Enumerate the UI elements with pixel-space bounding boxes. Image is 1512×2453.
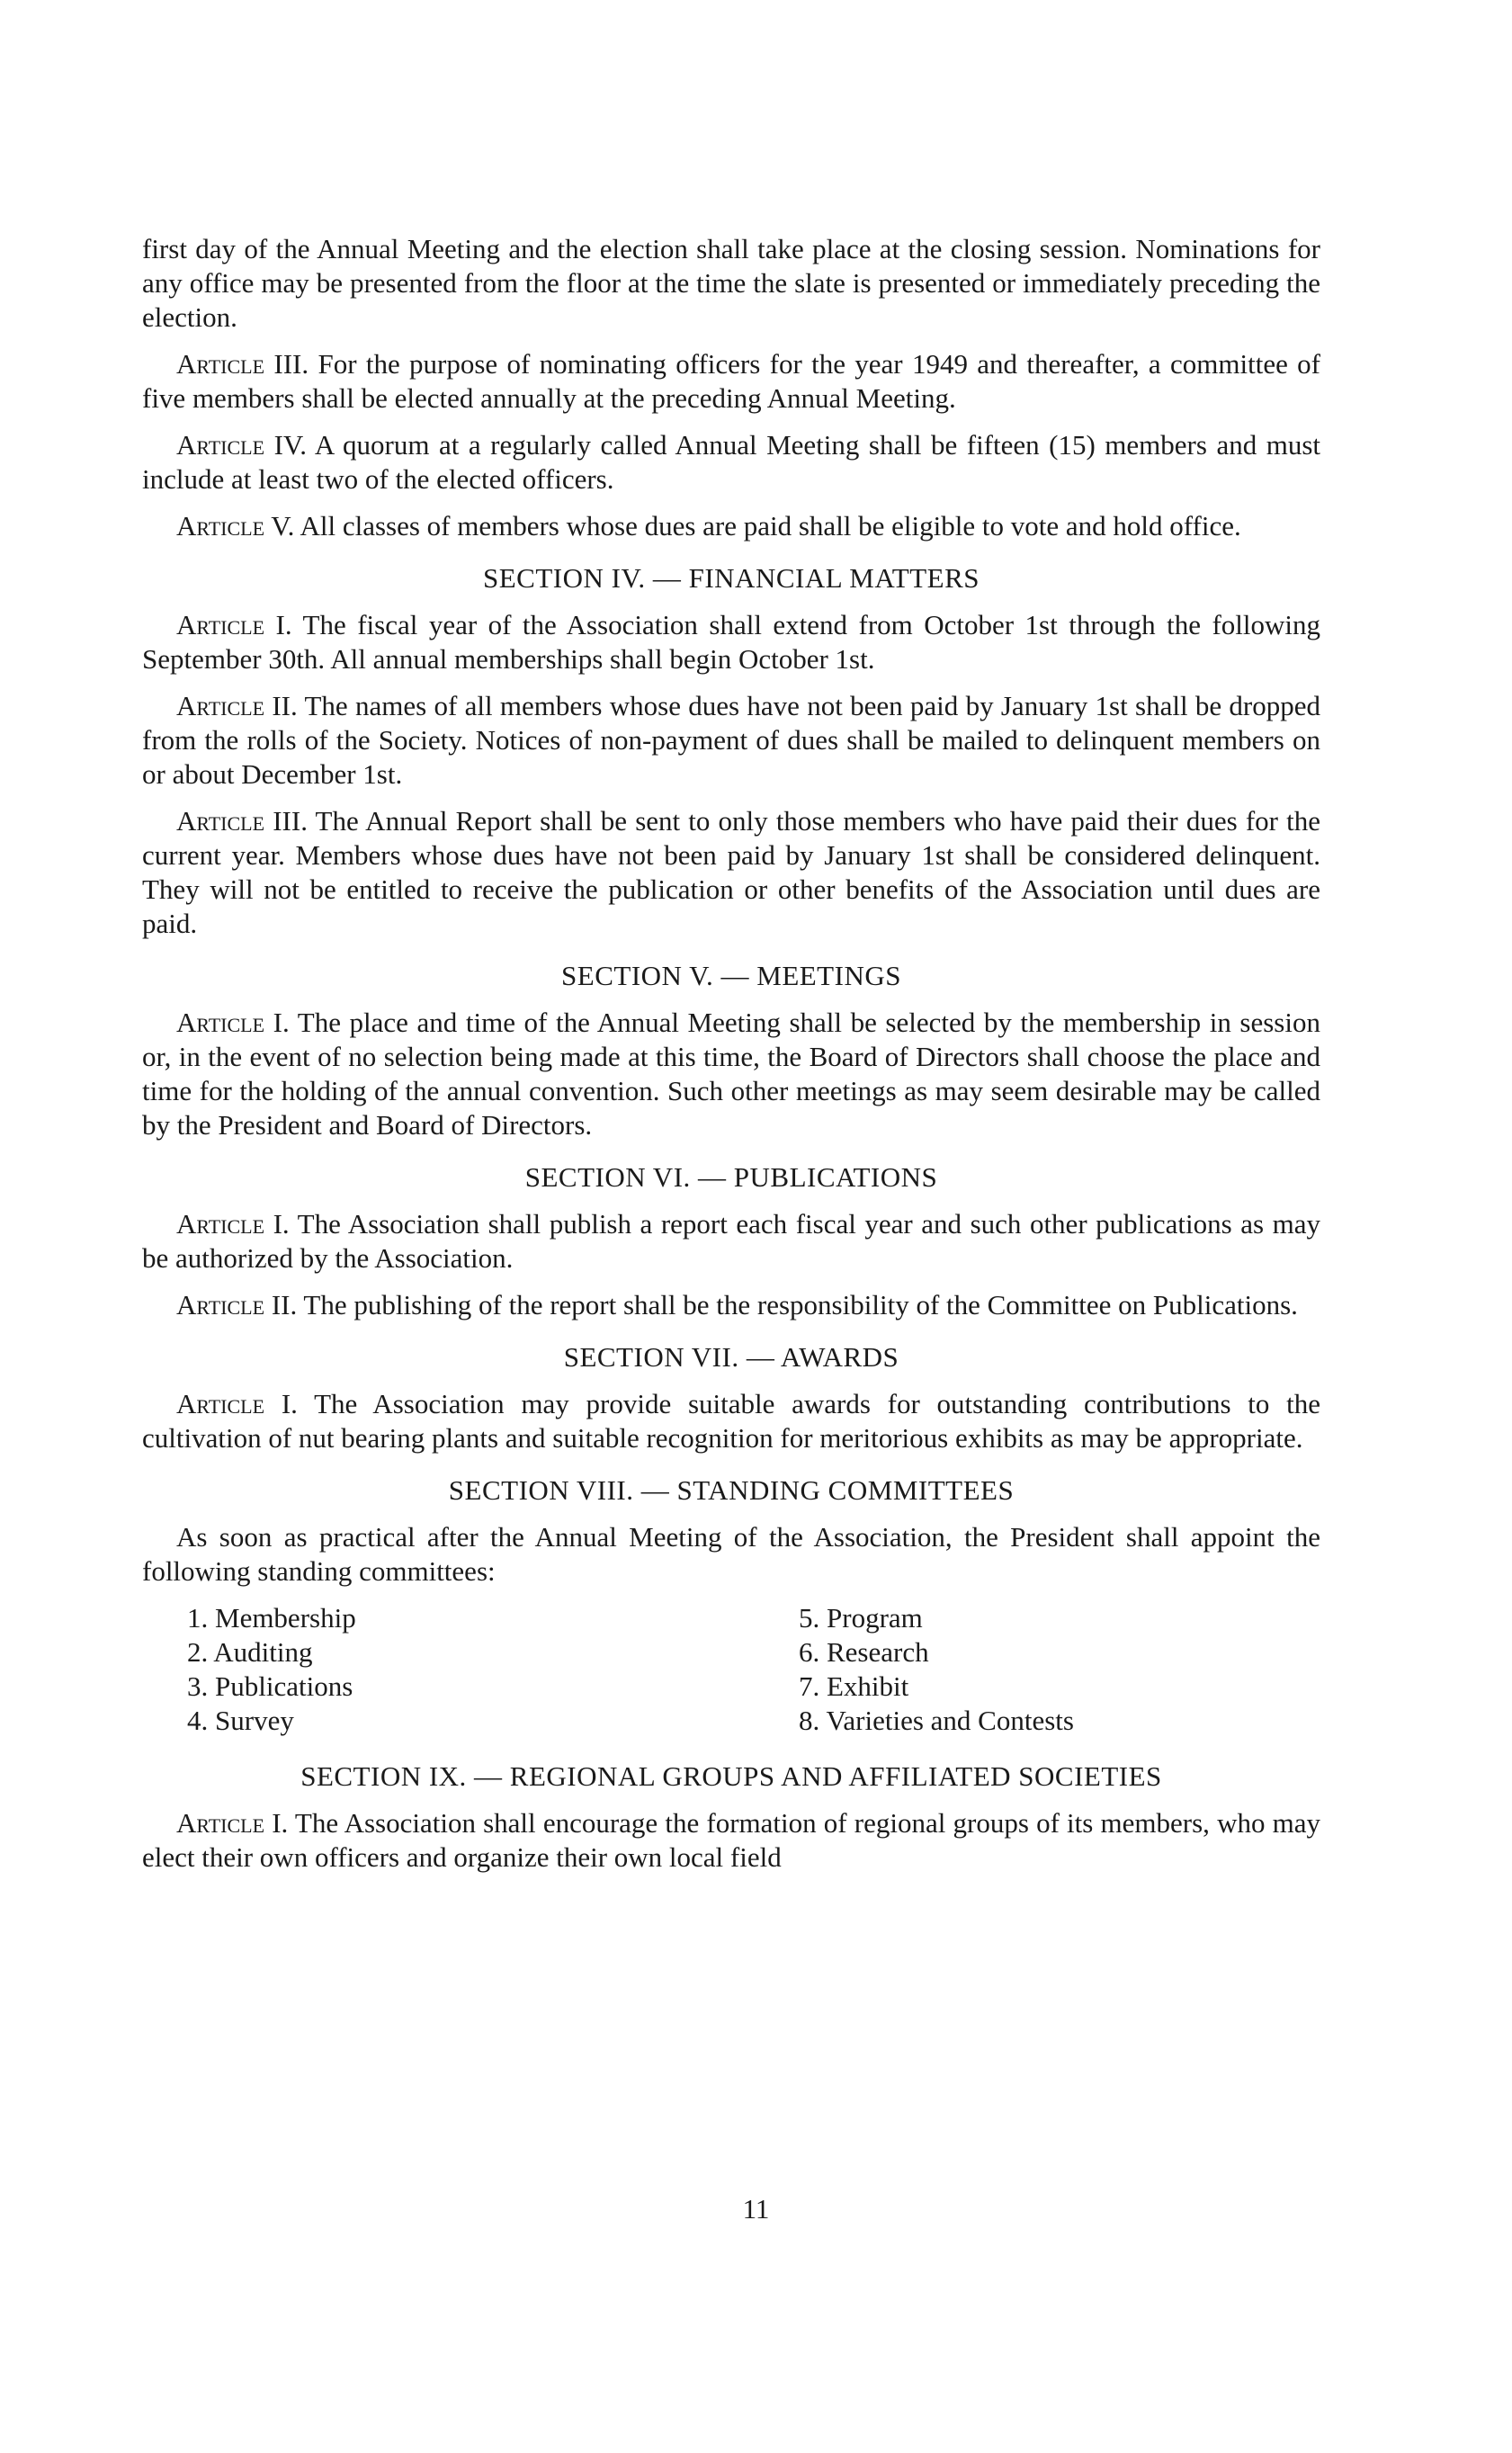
article-label: Article	[176, 1007, 265, 1038]
section9-article1	[142, 1806, 1320, 1875]
article-number: V.	[271, 510, 295, 542]
article-label: Article	[176, 510, 265, 542]
article-number: II.	[272, 690, 298, 721]
article-label: Article	[176, 348, 265, 380]
section6-article1	[142, 1207, 1320, 1276]
article-number: III.	[273, 348, 309, 380]
section4-article2	[142, 689, 1320, 792]
article-text: The Annual Report shall be sent to only those members who have paid their dues for the current year. Members whose dues have not been paid by January 1st shall be considered delinquent. They will not be entitled to receive the publication or other benefits of the Association until dues are paid.	[142, 805, 1320, 939]
page-number: 11	[742, 2193, 770, 2225]
article-label: Article	[176, 429, 265, 461]
article-label: Article	[176, 609, 265, 640]
article-label: Article	[176, 690, 265, 721]
section4-heading: SECTION IV. — FINANCIAL MATTERS	[483, 562, 980, 594]
section5-heading: SECTION V. — MEETINGS	[561, 960, 901, 991]
section5-article1	[142, 1006, 1320, 1142]
article-number: IV.	[273, 429, 308, 461]
article-label: Article	[176, 1388, 265, 1419]
article-label: Article	[176, 1208, 265, 1240]
article-number: III.	[273, 805, 308, 837]
article-text: The names of all members whose dues have not been paid by January 1st shall be dropped from the rolls of the Society. Notices of non-payment of dues shall be mailed to delinquent members on or about December 1st.	[142, 690, 1320, 790]
committee-item: 4. Survey	[187, 1705, 294, 1736]
article-text: The publishing of the report shall be the responsibility of the Committee on Publications.	[303, 1289, 1298, 1321]
article-number: I.	[275, 609, 292, 640]
article-text: The Association shall publish a report each fiscal year and such other publications as may be authorized by the Association.	[142, 1208, 1320, 1274]
committee-item: 2. Auditing	[187, 1636, 313, 1668]
article-label: Article	[176, 1289, 265, 1321]
section8-intro: As soon as practical after the Annual Meeting of the Association, the President shall appoint the following standing committees:	[142, 1521, 1320, 1587]
section7-heading: SECTION VII. — AWARDS	[563, 1341, 899, 1373]
section4-article1	[142, 608, 1320, 676]
section8-heading: SECTION VIII. — STANDING COMMITTEES	[448, 1474, 1015, 1506]
section6-article2	[142, 1288, 1320, 1322]
committee-item: 3. Publications	[187, 1670, 353, 1702]
article-label: Article	[176, 805, 265, 837]
committee-item: 7. Exhibit	[799, 1670, 909, 1702]
section3-article3	[142, 347, 1320, 416]
committee-item: 5. Program	[799, 1602, 923, 1634]
article-number: I.	[281, 1388, 298, 1419]
committee-list	[187, 1601, 1320, 1738]
article-text: The Association may provide suitable awards for outstanding contributions to the cultivation of nut bearing plants and suitable recognition for meritorious exhibits as may be appropriate.	[142, 1388, 1321, 1454]
section6-heading: SECTION VI. — PUBLICATIONS	[524, 1161, 938, 1193]
opening-paragraph: first day of the Annual Meeting and the election shall take place at the closing session. Nominations for any office may be presented from the floor at the time the slate is presented or immediately preceding the election.	[142, 233, 1320, 333]
section9-heading: SECTION IX. — REGIONAL GROUPS AND AFFILIATED SOCIETIES	[300, 1760, 1162, 1792]
article-number: I.	[273, 1007, 290, 1038]
article-number: II.	[271, 1289, 298, 1321]
article-number: I.	[273, 1208, 290, 1240]
article-text: The Association shall encourage the formation of regional groups of its members, who may elect their own officers and organize their own local field	[142, 1807, 1320, 1873]
committee-item: 1. Membership	[187, 1602, 356, 1634]
article-text: A quorum at a regularly called Annual Meeting shall be fifteen (15) members and must include at least two of the elected officers.	[142, 429, 1321, 495]
committee-item: 6. Research	[799, 1636, 929, 1668]
article-number: I.	[272, 1807, 289, 1839]
article-text: The fiscal year of the Association shall extend from October 1st through the following September 30th. All annual memberships shall begin October 1st.	[142, 609, 1321, 675]
section7-article1	[142, 1387, 1320, 1455]
section3-article4	[142, 428, 1320, 497]
article-text: For the purpose of nominating officers for the year 1949 and thereafter, a committee of five members shall be elected annually at the preceding Annual Meeting.	[142, 348, 1320, 414]
article-text: The place and time of the Annual Meeting shall be selected by the membership in session or, in the event of no selection being made at this time, the Board of Directors shall choose the place and time for the holding of the annual convention. Such other meetings as may seem desirable may be called by the President and Board of Directors.	[142, 1007, 1320, 1141]
article-text: All classes of members whose dues are paid shall be eligible to vote and hold office.	[300, 510, 1241, 542]
section3-article5	[142, 509, 1320, 543]
section4-article3	[142, 804, 1320, 941]
article-label: Article	[176, 1807, 265, 1839]
committee-item: 8. Varieties and Contests	[799, 1705, 1074, 1736]
